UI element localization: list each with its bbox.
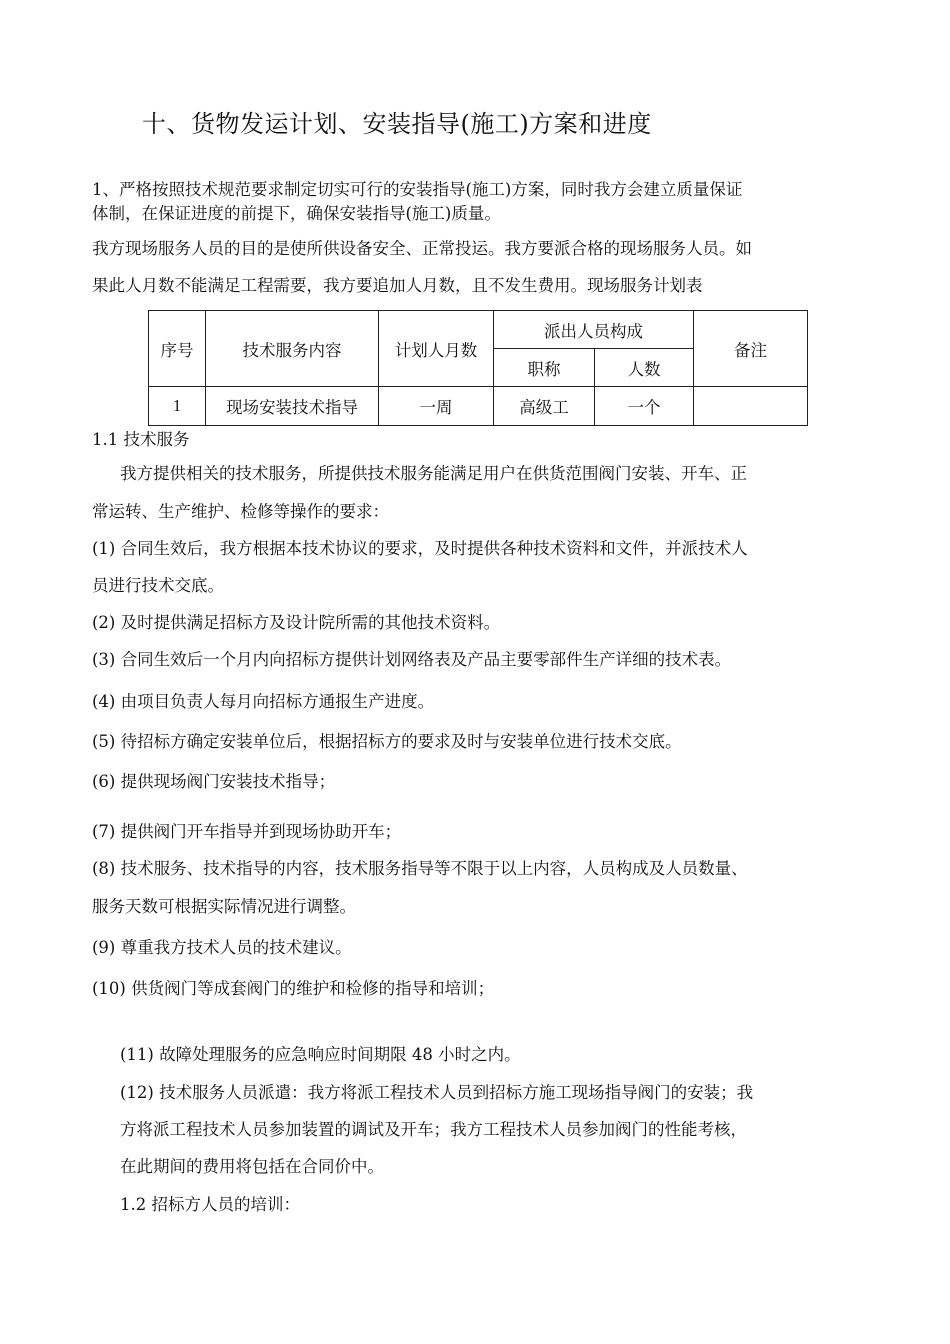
list-item-12-line-3: 在此期间的费用将包括在合同价中。	[120, 1157, 384, 1176]
list-item-5: (5) 待招标方确定安装单位后，根据招标方的要求及时与安装单位进行技术交底。	[92, 732, 682, 751]
header-remark: 备注	[694, 311, 808, 387]
intro-line-1: 1、严格按照技术规范要求制定切实可行的安装指导(施工)方案，同时我方会建立质量保证	[92, 180, 743, 199]
header-title: 职称	[494, 349, 595, 387]
list-item-12-line-2: 方将派工程技术人员参加装置的调试及开车；我方工程技术人员参加阀门的性能考核，	[120, 1120, 747, 1139]
header-content: 技术服务内容	[206, 311, 379, 387]
list-item-4: (4) 由项目负责人每月向招标方通报生产进度。	[92, 692, 435, 711]
table-row	[149, 387, 808, 426]
list-item-2: (2) 及时提供满足招标方及设计院所需的其他技术资料。	[92, 613, 501, 632]
header-planned: 计划人月数	[379, 311, 494, 387]
list-item-9: (9) 尊重我方技术人员的技术建议。	[92, 938, 352, 957]
cell-planned: 一周	[379, 387, 494, 426]
table-header-row	[149, 311, 808, 349]
intro-line-3: 我方现场服务人员的目的是使所供设备安全、正常投运。我方要派合格的现场服务人员。如	[92, 239, 752, 258]
list-item-1-line-1: (1) 合同生效后，我方根据本技术协议的要求，及时提供各种技术资料和文件，并派技术人	[92, 539, 748, 558]
cell-remark	[694, 387, 808, 426]
list-item-8-line-1: (8) 技术服务、技术指导的内容，技术服务指导等不限于以上内容，人员构成及人员数量、	[92, 859, 748, 878]
section-1-1-heading: 1.1 技术服务	[92, 430, 190, 449]
section-1-2-heading: 1.2 招标方人员的培训：	[120, 1195, 300, 1214]
header-seq: 序号	[149, 311, 206, 387]
list-item-7: (7) 提供阀门开车指导并到现场协助开车；	[92, 822, 402, 841]
list-item-8-line-2: 服务天数可根据实际情况进行调整。	[92, 897, 356, 916]
section-1-1-para-line-2: 常运转、生产维护、检修等操作的要求：	[92, 502, 389, 521]
list-item-10: (10) 供货阀门等成套阀门的维护和检修的指导和培训；	[92, 979, 495, 998]
service-plan-table	[148, 310, 808, 426]
cell-count: 一个	[595, 387, 694, 426]
cell-content: 现场安装技术指导	[206, 387, 379, 426]
list-item-11: (11) 故障处理服务的应急响应时间期限 48 小时之内。	[120, 1045, 521, 1064]
intro-line-2: 体制，在保证进度的前提下，确保安装指导(施工)质量。	[92, 204, 501, 223]
cell-title: 高级工	[494, 387, 595, 426]
intro-line-4: 果此人月数不能满足工程需要，我方要追加人月数，且不发生费用。现场服务计划表	[92, 276, 703, 295]
list-item-3: (3) 合同生效后一个月内向招标方提供计划网络表及产品主要零部件生产详细的技术表。	[92, 650, 732, 669]
cell-seq: 1	[149, 387, 206, 426]
list-item-6: (6) 提供现场阀门安装技术指导；	[92, 772, 336, 791]
list-item-12-line-1: (12) 技术服务人员派遣：我方将派工程技术人员到招标方施工现场指导阀门的安装；我	[120, 1083, 754, 1102]
header-staff-group: 派出人员构成	[494, 311, 694, 349]
page-title: 十、货物发运计划、安装指导(施工)方案和进度	[142, 110, 652, 138]
header-count: 人数	[595, 349, 694, 387]
list-item-1-line-2: 员进行技术交底。	[92, 576, 224, 595]
section-1-1-para-line-1: 我方提供相关的技术服务，所提供技术服务能满足用户在供货范围阀门安装、开车、正	[120, 464, 747, 483]
